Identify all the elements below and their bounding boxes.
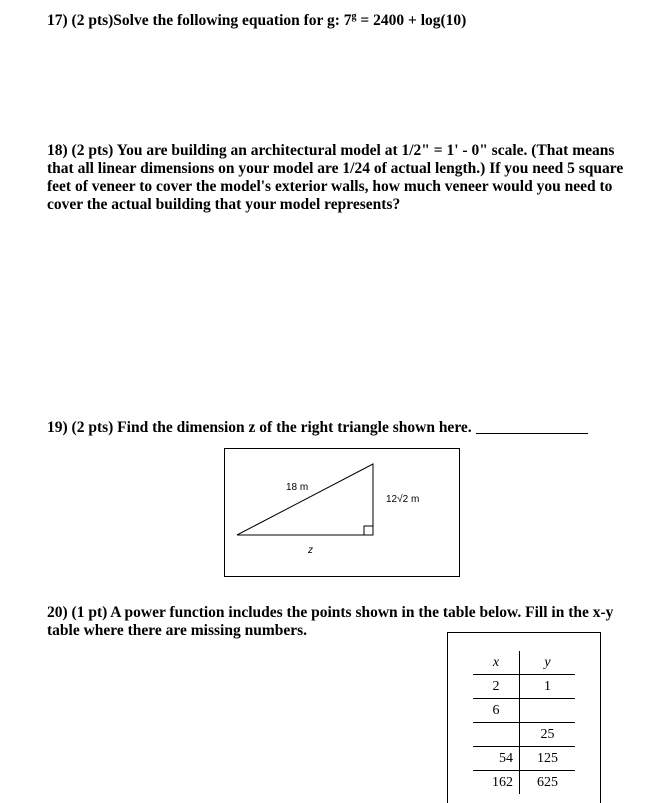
cell-y-blank[interactable] [520,699,576,723]
answer-blank[interactable] [476,419,588,434]
q20-line-1: 20) (1 pt) A power function includes the points shown in the table below. Fill in the x-y [47,604,614,621]
cell-y: 1 [520,675,576,699]
table-row [473,723,575,747]
leg-label: 12√2 m [386,494,420,505]
cell-y: 25 [520,723,576,747]
table-row [473,747,575,771]
right-triangle [237,464,373,535]
triangle-diagram [225,449,459,576]
q19-text: 19) (2 pts) Find the dimension z of the right triangle shown here. [47,419,472,436]
table-row [473,771,575,795]
q18-line-3: feet of veneer to cover the model's exterior walls, how much veneer would you need to [47,178,613,195]
q18-line-2: that all linear dimensions on your model are 1/24 of actual length.) If you need 5 square [47,160,624,177]
question-19 [47,419,588,437]
cell-y: 625 [537,774,558,790]
q20-line-2: table where there are missing numbers. [47,622,308,639]
q18-line-4: cover the actual building that your model represents? [47,196,401,213]
xy-table [473,651,575,794]
q17-text-suffix: = 2400 + log(10) [356,12,467,29]
header-y: y [520,651,576,675]
triangle-figure [224,448,460,577]
base-label: z [308,545,313,556]
xy-table-frame [447,632,601,803]
cell-x-blank[interactable] [473,723,520,747]
question-18 [47,142,647,214]
cell-y: 125 [520,747,576,771]
cell-x: 162 [473,771,520,795]
right-angle-marker [364,526,373,535]
q17-text-prefix: 17) (2 pts)Solve the following equation for g: 7 [47,12,352,29]
table-header-row [473,651,575,675]
cell-x: 54 [473,747,520,771]
hypotenuse-label: 18 m [286,482,309,493]
question-17 [47,12,466,30]
header-x: x [473,651,520,675]
q18-line-1: 18) (2 pts) You are building an architectural model at 1/2" = 1' - 0" scale. (That means [47,142,615,159]
cell-x: 2 [473,675,520,699]
table-row [473,699,575,723]
table-row [473,675,575,699]
q17-exponent: g [351,11,357,22]
cell-x: 6 [473,699,520,723]
